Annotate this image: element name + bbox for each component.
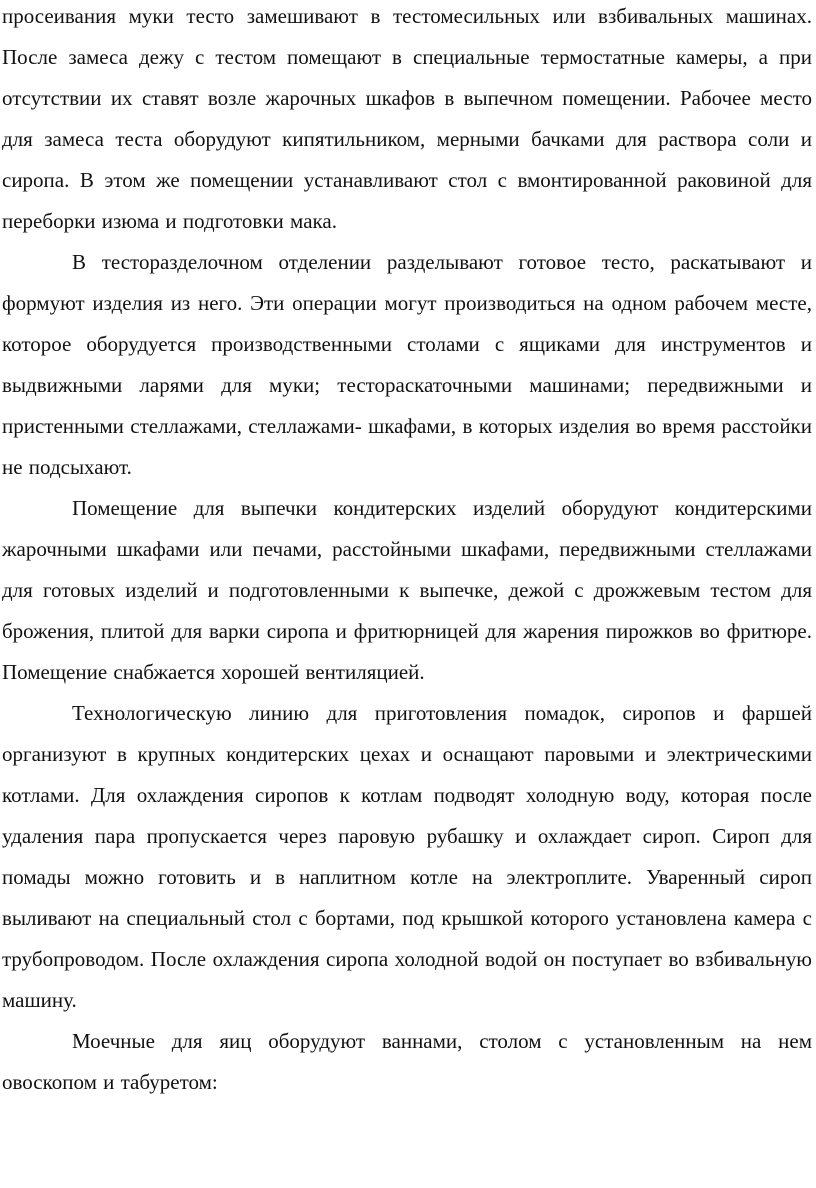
paragraph-baking-room: Помещение для выпечки кондитерских изделий оборудуют кондитерскими жарочными шкафами или печами, расстойными шкафами, передвижными стеллажами для готовых изделий и подготовленными к выпечке, дежой с дрожжевым тестом для брожения, плитой для варки сиропа и фритюрницей для жарения пирожков во фритюре. Помещение снабжается хорошей вентиляцией. [2, 496, 812, 684]
paragraph-egg-washing-room: Моечные для яиц оборудуют ваннами, столом с установленным на нем овоскопом и табуретом: [2, 1029, 812, 1094]
paragraph-dough-mixing: просеивания муки тесто замешивают в тестомесильных или взбивальных машинах. После замеса дежу с тестом помещают в специальные термостатные камеры, а при отсутствии их ставят возле жарочных шкафов в выпечном помещении. Рабочее место для замеса теста оборудуют кипятильником, мерными бачками для раствора соли и сиропа. В этом же помещении устанавливают стол с вмонтированной раковиной для переборки изюма и подготовки мака. [2, 4, 812, 233]
paragraph-fondant-syrup-line: Технологическую линию для приготовления помадок, сиропов и фаршей организуют в крупных кондитерских цехах и оснащают паровыми и электрическими котлами. Для охлаждения сиропов к котлам подводят холодную воду, которая после удаления пара пропускается через паровую рубашку и охлаждает сироп. Сироп для помады можно готовить и в наплитном котле на электроплите. Уваренный сироп выливают на специальный стол с бортами, под крышкой которого установлена камера с трубопроводом. После охлаждения сиропа холодной водой он поступает во взбивальную машину. [2, 701, 812, 1012]
paragraph-dough-cutting-department: В тесторазделочном отделении разделывают готовое тесто, раскатывают и формуют изделия из него. Эти операции могут производиться на одном рабочем месте, которое оборудуется производственными столами с ящиками для инструментов и выдвижными ларями для муки; тестораскаточными машинами; передвижными и пристенными стеллажами, стеллажами- шкафами, в которых изделия во время расстойки не подсыхают. [2, 250, 812, 479]
